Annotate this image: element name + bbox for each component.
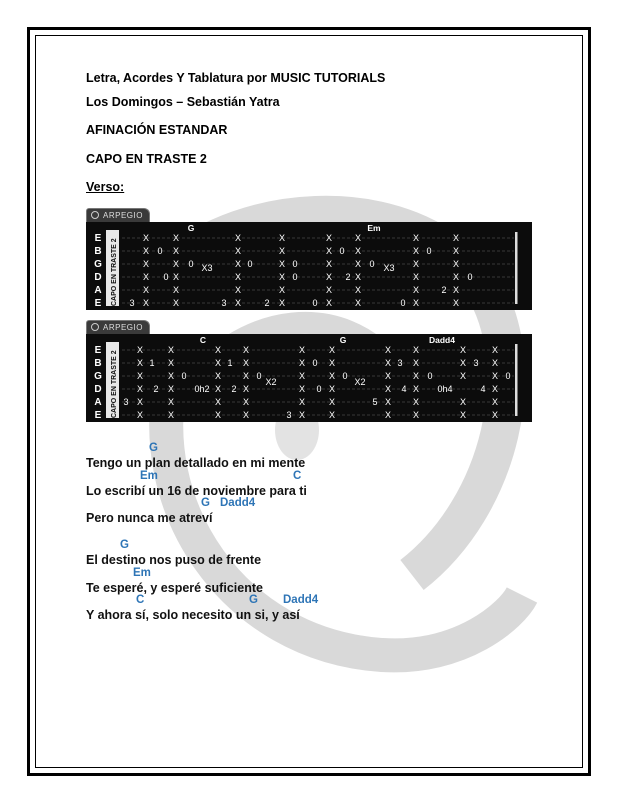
svg-text:X: X <box>172 298 180 308</box>
svg-text:X: X <box>325 272 333 282</box>
chord-label: C <box>136 594 145 606</box>
svg-text:0: 0 <box>247 259 253 269</box>
section-heading: Verso: <box>86 180 125 194</box>
tab-label-text: ARPEGIO <box>103 323 143 332</box>
svg-text:X: X <box>384 397 392 407</box>
string-name: G <box>94 371 102 382</box>
chord-label: Em <box>133 567 151 579</box>
chord-label: G <box>201 497 210 509</box>
svg-text:X: X <box>172 259 180 269</box>
end-barline <box>515 344 518 416</box>
chord-label: Dadd4 <box>283 594 319 606</box>
svg-text:X: X <box>298 345 306 355</box>
svg-text:X: X <box>242 371 250 381</box>
svg-text:X: X <box>234 298 242 308</box>
svg-text:X: X <box>278 285 286 295</box>
svg-text:X: X <box>234 233 242 243</box>
svg-text:3: 3 <box>397 358 403 368</box>
svg-text:X: X <box>354 246 362 256</box>
svg-text:X: X <box>412 272 420 282</box>
string-name: E <box>94 298 102 309</box>
svg-text:X: X <box>278 259 286 269</box>
svg-text:X: X <box>354 259 362 269</box>
svg-text:X: X <box>234 246 242 256</box>
svg-text:X: X <box>242 397 250 407</box>
svg-text:X: X <box>136 410 144 420</box>
svg-text:X: X <box>136 371 144 381</box>
svg-text:X: X <box>412 259 420 269</box>
tab-board <box>86 334 532 422</box>
credit-line: Letra, Acordes Y Tablatura por MUSIC TUTORIALS <box>86 71 386 85</box>
svg-text:X: X <box>214 358 222 368</box>
svg-text:0: 0 <box>505 371 511 381</box>
string-name: A <box>94 397 102 408</box>
svg-text:X: X <box>214 371 222 381</box>
svg-text:X: X <box>214 345 222 355</box>
string-name: D <box>94 384 102 395</box>
svg-text:X: X <box>491 410 499 420</box>
svg-text:X: X <box>328 397 336 407</box>
svg-text:X: X <box>136 345 144 355</box>
string-names <box>94 233 102 309</box>
svg-text:X: X <box>354 272 362 282</box>
svg-text:X: X <box>459 410 467 420</box>
chord-label: Em <box>140 470 158 482</box>
svg-text:X: X <box>491 358 499 368</box>
svg-text:X: X <box>412 285 420 295</box>
svg-text:X: X <box>354 233 362 243</box>
lyric-line: El destino nos puso de frente <box>86 553 262 567</box>
svg-text:X: X <box>172 285 180 295</box>
svg-text:X: X <box>491 384 499 394</box>
string-name: E <box>94 233 102 244</box>
chord-label: G <box>120 539 129 551</box>
svg-text:0h2: 0h2 <box>194 384 210 394</box>
svg-text:X: X <box>278 298 286 308</box>
svg-text:X: X <box>412 246 420 256</box>
svg-text:X: X <box>142 246 150 256</box>
svg-text:X: X <box>459 345 467 355</box>
tab-label-text: ARPEGIO <box>103 211 143 220</box>
svg-text:X: X <box>325 259 333 269</box>
svg-text:5: 5 <box>372 397 378 407</box>
svg-text:X: X <box>452 298 460 308</box>
string-name: E <box>94 345 102 356</box>
lyric-line: Tengo un plan detallado en mi mente <box>86 456 306 470</box>
svg-text:2: 2 <box>441 285 447 295</box>
svg-text:X: X <box>167 371 175 381</box>
svg-text:0: 0 <box>426 246 432 256</box>
svg-text:0: 0 <box>427 371 433 381</box>
svg-text:0: 0 <box>256 371 262 381</box>
svg-text:X: X <box>452 246 460 256</box>
svg-text:0: 0 <box>400 298 406 308</box>
svg-text:0: 0 <box>312 358 318 368</box>
svg-text:X: X <box>172 272 180 282</box>
svg-text:0: 0 <box>369 259 375 269</box>
svg-text:0: 0 <box>316 384 322 394</box>
capo-line: CAPO EN TRASTE 2 <box>86 152 207 166</box>
svg-text:X: X <box>142 285 150 295</box>
svg-text:X: X <box>278 233 286 243</box>
tuning-line: AFINACIÓN ESTANDAR <box>86 123 228 137</box>
svg-text:X: X <box>325 246 333 256</box>
svg-text:X: X <box>167 410 175 420</box>
svg-text:X: X <box>412 345 420 355</box>
svg-text:X: X <box>452 272 460 282</box>
svg-text:0: 0 <box>342 371 348 381</box>
svg-text:X: X <box>234 285 242 295</box>
svg-text:X: X <box>142 272 150 282</box>
tab-notes-1 <box>129 233 472 308</box>
svg-text:X: X <box>142 298 150 308</box>
svg-text:X: X <box>412 397 420 407</box>
svg-text:X: X <box>172 233 180 243</box>
svg-text:1: 1 <box>149 358 155 368</box>
svg-text:X: X <box>167 397 175 407</box>
svg-text:X: X <box>234 259 242 269</box>
svg-text:0: 0 <box>181 371 187 381</box>
svg-text:X: X <box>234 272 242 282</box>
svg-text:X: X <box>328 371 336 381</box>
svg-text:4: 4 <box>401 384 407 394</box>
lyric-line: Y ahora sí, solo necesito un si, y así <box>86 608 300 622</box>
lyric-line: Lo escribí un 16 de noviembre para ti <box>86 484 307 498</box>
svg-text:X: X <box>328 384 336 394</box>
capo-strip-text: CAPO EN TRASTE 2 <box>111 350 118 418</box>
svg-text:X2: X2 <box>265 377 277 387</box>
svg-text:X: X <box>298 410 306 420</box>
svg-text:X: X <box>242 358 250 368</box>
circle-icon <box>91 211 99 219</box>
svg-text:X: X <box>136 397 144 407</box>
chord-label: Dadd4 <box>220 497 256 509</box>
tab-chord-name: G <box>187 223 195 233</box>
svg-text:X: X <box>242 410 250 420</box>
svg-text:X: X <box>298 384 306 394</box>
chord-label: G <box>149 442 158 454</box>
svg-text:X: X <box>242 345 250 355</box>
lyric-line: Te esperé, y esperé suficiente <box>86 581 263 595</box>
svg-text:2: 2 <box>231 384 237 394</box>
tab-chord-names <box>200 335 455 345</box>
svg-text:2: 2 <box>264 298 270 308</box>
svg-text:X: X <box>214 410 222 420</box>
tab-chord-names <box>188 223 381 233</box>
svg-text:0: 0 <box>157 246 163 256</box>
svg-text:X: X <box>278 272 286 282</box>
svg-text:X: X <box>298 371 306 381</box>
string-name: E <box>94 410 102 421</box>
svg-text:2: 2 <box>153 384 159 394</box>
svg-text:1: 1 <box>227 358 233 368</box>
svg-text:X: X <box>491 397 499 407</box>
svg-text:0: 0 <box>467 272 473 282</box>
svg-text:X: X <box>384 371 392 381</box>
svg-text:3: 3 <box>129 298 135 308</box>
string-name: D <box>94 272 102 283</box>
svg-text:X3: X3 <box>201 263 213 273</box>
string-name: G <box>94 259 102 270</box>
svg-text:X: X <box>214 397 222 407</box>
svg-text:X: X <box>172 246 180 256</box>
svg-text:0: 0 <box>292 259 298 269</box>
tab-chord-name: C <box>199 335 207 345</box>
svg-text:X: X <box>328 410 336 420</box>
tab-board <box>86 222 532 310</box>
svg-text:X2: X2 <box>354 377 366 387</box>
svg-text:X: X <box>459 371 467 381</box>
svg-text:X: X <box>278 246 286 256</box>
svg-text:X: X <box>412 410 420 420</box>
svg-text:X: X <box>384 358 392 368</box>
tab-svg-1 <box>86 222 532 310</box>
svg-text:X: X <box>452 259 460 269</box>
tab-chord-name: G <box>339 335 347 345</box>
svg-text:X: X <box>452 285 460 295</box>
svg-text:X: X <box>325 233 333 243</box>
string-names <box>94 345 102 421</box>
svg-text:X: X <box>325 298 333 308</box>
capo-strip-text: CAPO EN TRASTE 2 <box>111 238 118 306</box>
svg-text:X: X <box>491 371 499 381</box>
svg-text:0: 0 <box>339 246 345 256</box>
svg-text:X: X <box>412 298 420 308</box>
svg-text:X: X <box>459 358 467 368</box>
svg-text:X: X <box>459 397 467 407</box>
svg-text:X: X <box>384 410 392 420</box>
svg-text:0: 0 <box>163 272 169 282</box>
svg-text:X: X <box>412 371 420 381</box>
svg-text:X: X <box>412 358 420 368</box>
lyric-line: Pero nunca me atreví <box>86 511 213 525</box>
svg-text:X: X <box>491 345 499 355</box>
svg-text:X: X <box>298 397 306 407</box>
svg-text:3: 3 <box>123 397 129 407</box>
svg-text:X: X <box>328 358 336 368</box>
string-name: A <box>94 285 102 296</box>
svg-text:X: X <box>384 345 392 355</box>
arpegio-tab-label <box>86 208 150 223</box>
svg-text:X: X <box>167 358 175 368</box>
svg-text:4: 4 <box>480 384 486 394</box>
tab-strings <box>122 350 514 415</box>
tab-notes-2 <box>123 345 510 420</box>
svg-text:X: X <box>242 384 250 394</box>
svg-text:X: X <box>328 345 336 355</box>
svg-text:X: X <box>167 345 175 355</box>
svg-text:X: X <box>136 384 144 394</box>
tab-svg-2 <box>86 334 532 422</box>
svg-text:3: 3 <box>221 298 227 308</box>
svg-text:X: X <box>167 384 175 394</box>
tab-chord-name: Dadd4 <box>429 335 455 345</box>
arpegio-tab-label <box>86 320 150 335</box>
svg-text:0: 0 <box>188 259 194 269</box>
chord-label: G <box>249 594 258 606</box>
svg-text:X: X <box>412 233 420 243</box>
svg-text:X: X <box>214 384 222 394</box>
svg-text:X: X <box>354 298 362 308</box>
svg-text:X: X <box>354 285 362 295</box>
end-barline <box>515 232 518 304</box>
string-name: B <box>94 246 102 257</box>
svg-text:X: X <box>412 384 420 394</box>
song-title: Los Domingos – Sebastián Yatra <box>86 95 280 109</box>
svg-text:X3: X3 <box>383 263 395 273</box>
svg-text:X: X <box>142 259 150 269</box>
svg-text:X: X <box>298 358 306 368</box>
svg-text:3: 3 <box>286 410 292 420</box>
svg-text:X: X <box>325 285 333 295</box>
svg-text:2: 2 <box>345 272 351 282</box>
svg-text:0h4: 0h4 <box>437 384 453 394</box>
string-name: B <box>94 358 102 369</box>
chord-label: C <box>293 470 302 482</box>
circle-icon <box>91 323 99 331</box>
svg-text:X: X <box>142 233 150 243</box>
tab-chord-name: Em <box>367 223 381 233</box>
svg-text:X: X <box>136 358 144 368</box>
svg-text:0: 0 <box>312 298 318 308</box>
svg-text:X: X <box>452 233 460 243</box>
svg-text:X: X <box>384 384 392 394</box>
svg-text:0: 0 <box>292 272 298 282</box>
svg-text:3: 3 <box>473 358 479 368</box>
